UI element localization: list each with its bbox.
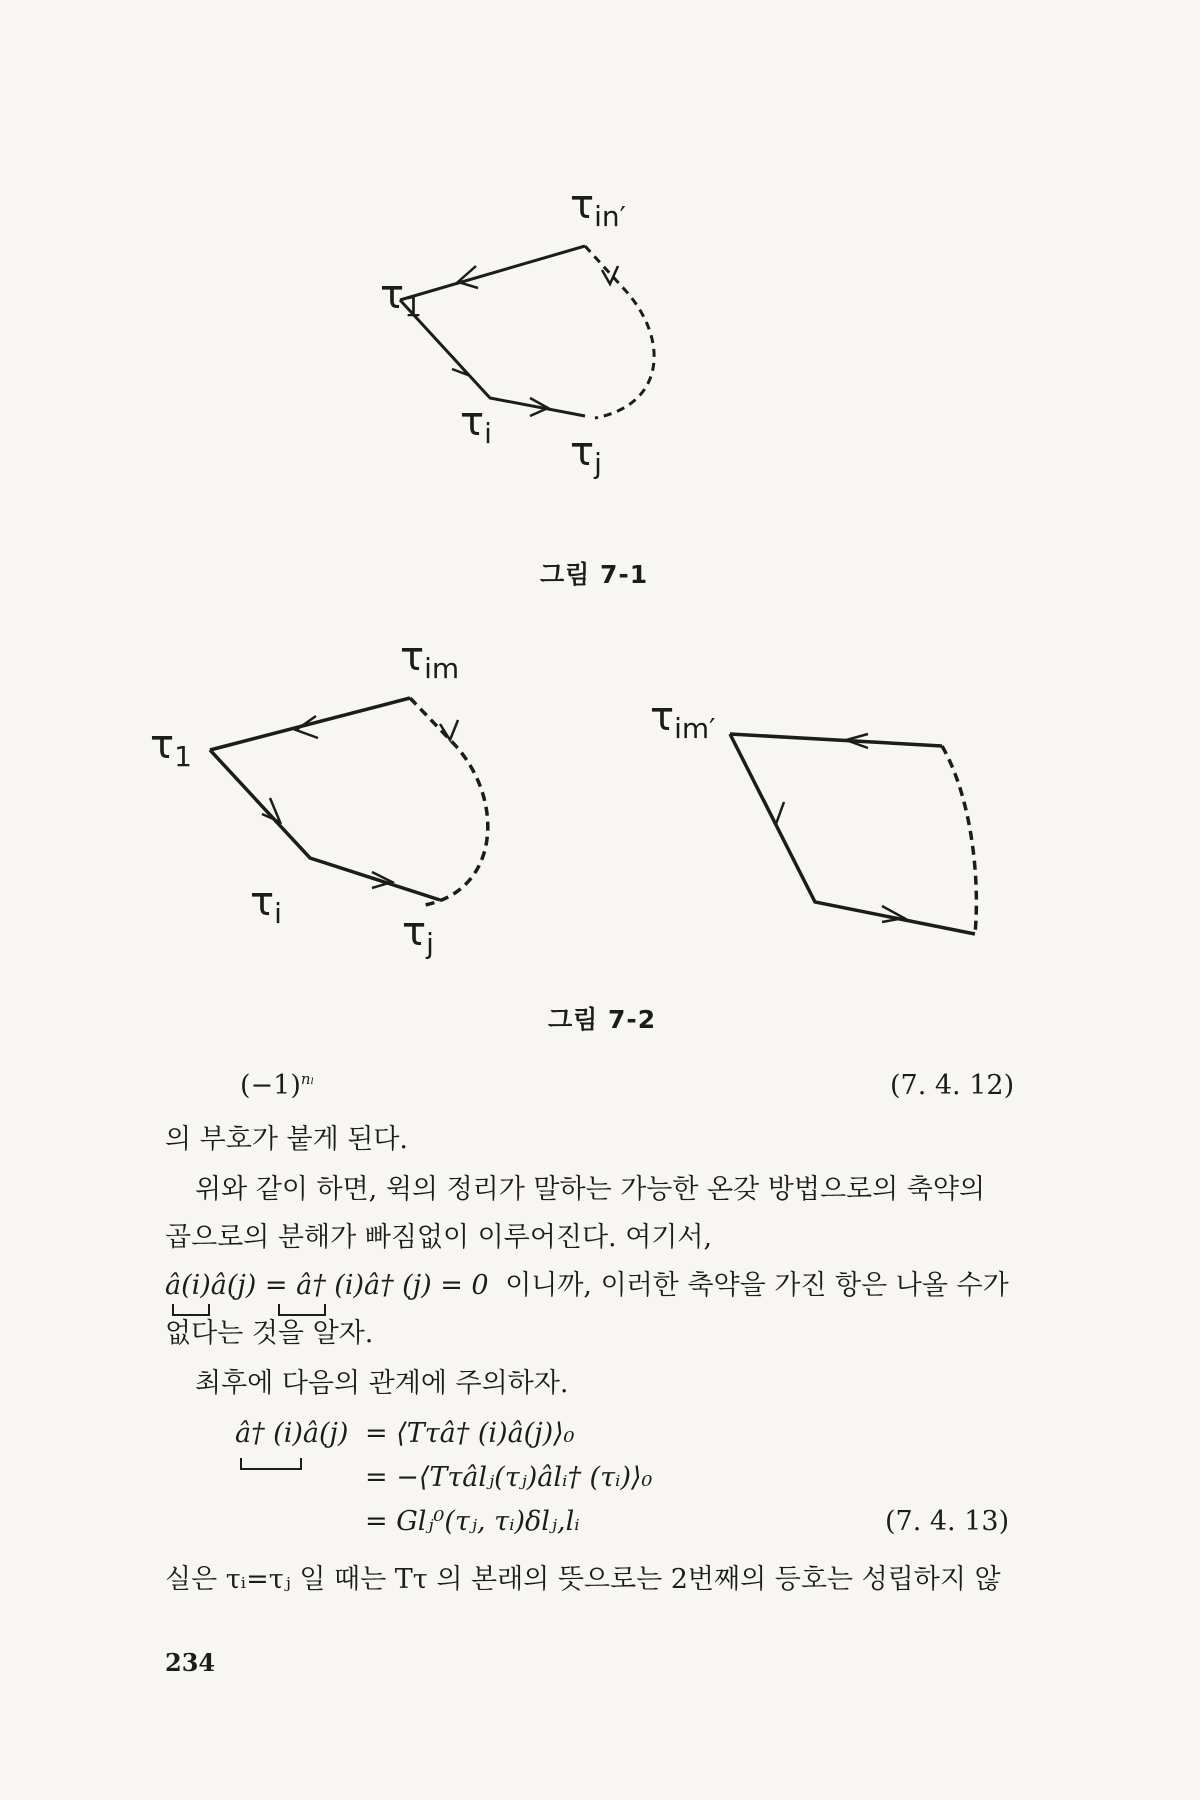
equation-7-4-13-row-3: = Glⱼ⁰(τⱼ, τᵢ)δlⱼ,lᵢ <box>365 1506 580 1537</box>
figure-7-2-left-diagram <box>150 630 550 960</box>
figure-7-2-caption: 그림 7-2 <box>548 1005 657 1034</box>
tau-1-label: $\tau_1$ <box>380 272 422 323</box>
tau-im-prime-label: $\tau_{im'}$ <box>650 694 716 745</box>
path-dashed-return <box>585 246 654 418</box>
figure-7-1 <box>380 180 760 500</box>
figure-7-2-right <box>650 690 1010 950</box>
paragraph-line-4-text: 이니까, 이러한 축약을 가진 항은 나올 수가 <box>505 1270 1009 1301</box>
tau-i-label: $\tau_i$ <box>460 399 492 450</box>
tau-1-label: $\tau_1$ <box>150 722 192 773</box>
figure-7-2-left <box>150 630 550 960</box>
tau-in-prime-label: $\tau_{in'}$ <box>570 182 626 233</box>
equation-number-7-4-12: (7. 4. 12) <box>890 1070 1015 1101</box>
paragraph-line-5: 없다는 것을 알자. <box>165 1318 374 1349</box>
equation-7-4-12 <box>240 1070 314 1101</box>
equation-7-4-13-row-1: = ⟨Tτâ† (i)â(j)⟩₀ <box>365 1418 575 1449</box>
paragraph-last-line: 실은 τᵢ=τⱼ 일 때는 Tτ 의 본래의 뜻으로는 2번째의 등호는 성립하지 않 <box>165 1564 1001 1595</box>
path-solid-upper <box>210 698 410 750</box>
tau-i-label: $\tau_i$ <box>250 879 282 930</box>
equation-expr: (−1) <box>240 1070 301 1101</box>
arrow-icon <box>440 720 458 740</box>
figure-7-1-caption: 그림 7-1 <box>540 560 649 589</box>
path-solid-lower <box>400 300 585 416</box>
paragraph-line-3: 곱으로의 분해가 빠짐없이 이루어진다. 여기서, <box>165 1222 713 1253</box>
arrow-icon <box>882 906 904 922</box>
path-dashed-return <box>942 746 976 934</box>
arrow-icon <box>452 356 468 375</box>
figure-7-1-diagram <box>380 180 760 500</box>
tau-im-label: $\tau_{im}$ <box>400 634 460 685</box>
tau-j-label: $\tau_j$ <box>402 909 434 960</box>
path-dashed-return <box>410 698 488 905</box>
equation-exponent: nₗ <box>300 1070 315 1088</box>
path-solid-lower <box>730 734 975 934</box>
arrow-icon <box>296 716 318 738</box>
path-solid-lower <box>210 750 440 900</box>
tau-j-label: $\tau_j$ <box>570 429 602 480</box>
paragraph-line-2: 위와 같이 하면, 윅의 정리가 말하는 가능한 온갖 방법으로의 축약의 <box>195 1174 986 1205</box>
path-solid-upper <box>730 734 942 746</box>
page-number: 234 <box>165 1648 216 1677</box>
paragraph-line-4 <box>165 1266 1009 1306</box>
equation-7-4-13-row-2: = −⟨Tτâlⱼ(τⱼ)âlᵢ† (τᵢ)⟩₀ <box>365 1462 653 1493</box>
contraction-bracket <box>240 1458 302 1470</box>
path-solid-upper <box>400 246 585 300</box>
paragraph-line-6: 최후에 다음의 관계에 주의하자. <box>195 1368 569 1399</box>
equation-7-4-13-lhs: â† (i)â(j) <box>235 1418 349 1449</box>
contraction-math: â(i)â(j) = â† (i)â† (j) = 0 <box>165 1270 489 1301</box>
equation-number-7-4-13: (7. 4. 13) <box>885 1506 1010 1537</box>
figure-7-2-right-diagram <box>650 690 1010 950</box>
paragraph-line-1: 의 부호가 붙게 된다. <box>165 1124 408 1155</box>
arrow-icon <box>764 800 784 824</box>
